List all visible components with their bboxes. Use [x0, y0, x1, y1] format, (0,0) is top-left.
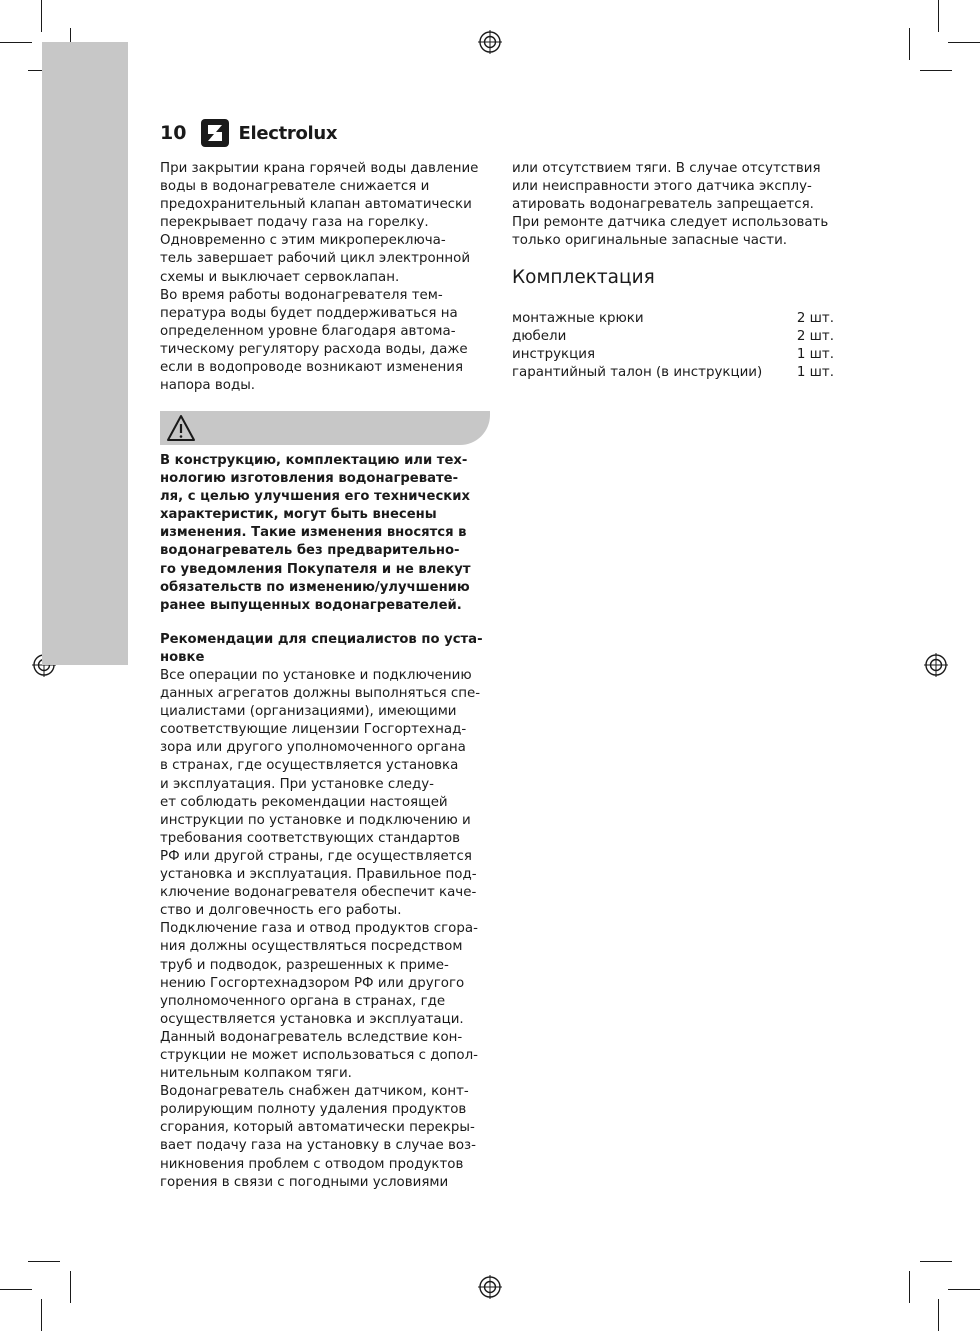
crop-mark	[909, 28, 910, 60]
kit-item-name: дюбели	[512, 329, 567, 345]
warning-text: В конструкцию, комплектацию или тех- нологию изготовления водонагревате- ля, с целью улучшения его технических характеристик, могут быть внесены изменения. Такие изменения вносятся в водонагреватель без предварительно- го уведомления Покупателя и не влекут обязательств по изменению/улучшению ранее выпущенных водонагревателей.	[160, 453, 471, 613]
recommendations-section	[160, 667, 495, 1192]
kit-item-name: инструкция	[512, 347, 596, 363]
right-column	[512, 160, 842, 250]
crop-mark	[0, 1289, 32, 1290]
left-column	[160, 160, 495, 395]
electrolux-logo-icon	[200, 118, 230, 148]
registration-mark-icon	[924, 653, 948, 677]
crop-mark	[909, 1271, 910, 1303]
warning-triangle-icon	[166, 414, 196, 442]
crop-mark	[948, 1289, 980, 1290]
kit-item-name: монтажные крюки	[512, 311, 644, 326]
recommendations-body: Все операции по установке и подключению данных агрегатов должны выполняться спе- циалистами (организациями), имеющими соответствующие лицензии Госгортехнад- зора или другого уполномоченного органа в странах, где осуществляется установка и эксплуатация. При установке следу- ет соблюдать рекомендации настоящей инструкции по установке и подключению и требования соответствующих стандартов РФ или другой страны, где осуществляется установка и эксплуатация. Правильное под- ключение водонагревателя обеспечит каче- ство и долговечность его работы. Подключение газа и отвод продуктов сгора- ния должны осуществляться посредством труб и подводок, разрешенных к приме- нению Госгортехнадзором РФ или другого уполномоченного органа в странах, где осуществляется установка и эксплуатаци. Данный водонагреватель вследствие кон- струкции не может использоваться с допол- нительным колпаком тяги. Водонагреватель снабжен датчиком, конт- ролирующим полноту удаления продуктов сгорания, который автоматически перекры- вает подачу газа на установку в случае воз- никновения проблем с отводом продуктов горения в связи с погодными условиями	[160, 668, 481, 1190]
kit-item-name: гарантийный талон (в инструкции)	[512, 365, 763, 381]
page-header	[160, 117, 337, 149]
crop-mark	[28, 1261, 60, 1262]
warning-banner	[160, 411, 490, 445]
kit-title: Комплектация	[512, 267, 655, 288]
crop-mark	[938, 1299, 939, 1331]
kit-item	[512, 328, 834, 346]
kit-item	[512, 310, 834, 328]
registration-mark-icon	[478, 30, 502, 54]
registration-mark-icon	[478, 1275, 502, 1299]
crop-mark	[938, 0, 939, 32]
continuation-paragraph: или отсутствием тяги. В случае отсутствия или неисправности этого датчика эксплу- атировать водонагреватель запрещается. При ремонте датчика следует использовать только оригинальные запасные части.	[512, 161, 829, 249]
kit-item	[512, 364, 834, 382]
kit-list	[512, 310, 834, 382]
crop-mark	[41, 0, 42, 32]
crop-mark	[920, 1261, 952, 1262]
kit-item	[512, 346, 834, 364]
crop-mark	[70, 1271, 71, 1303]
side-strip	[42, 42, 128, 665]
kit-item-qty: 1 шт.	[796, 365, 834, 381]
intro-paragraph: При закрытии крана горячей воды давление воды в водонагревателе снижается и предохранительный клапан автоматически перекрывает подачу газа на горелку. Одновременно с этим микропереключа- тель завершает рабочий цикл электронной схемы и выключает сервоклапан. Во время работы водонагревателя тем- пература воды будет поддерживаться на определенном уровне благодаря автома- тическому регулятору расхода воды, даже если в водопроводе возникают изменения напора воды.	[160, 161, 479, 394]
crop-mark	[948, 42, 980, 43]
recommendations-heading: Рекомендации для специалистов по уста- новке	[160, 632, 483, 666]
crop-mark	[0, 42, 32, 43]
page-number: 10	[160, 122, 187, 144]
kit-item-qty: 2 шт.	[796, 311, 834, 326]
brand-name: Electrolux	[238, 122, 338, 144]
kit-item-qty: 2 шт.	[796, 329, 834, 345]
crop-mark	[41, 1299, 42, 1331]
kit-item-qty: 1 шт.	[796, 347, 834, 363]
crop-mark	[920, 70, 952, 71]
